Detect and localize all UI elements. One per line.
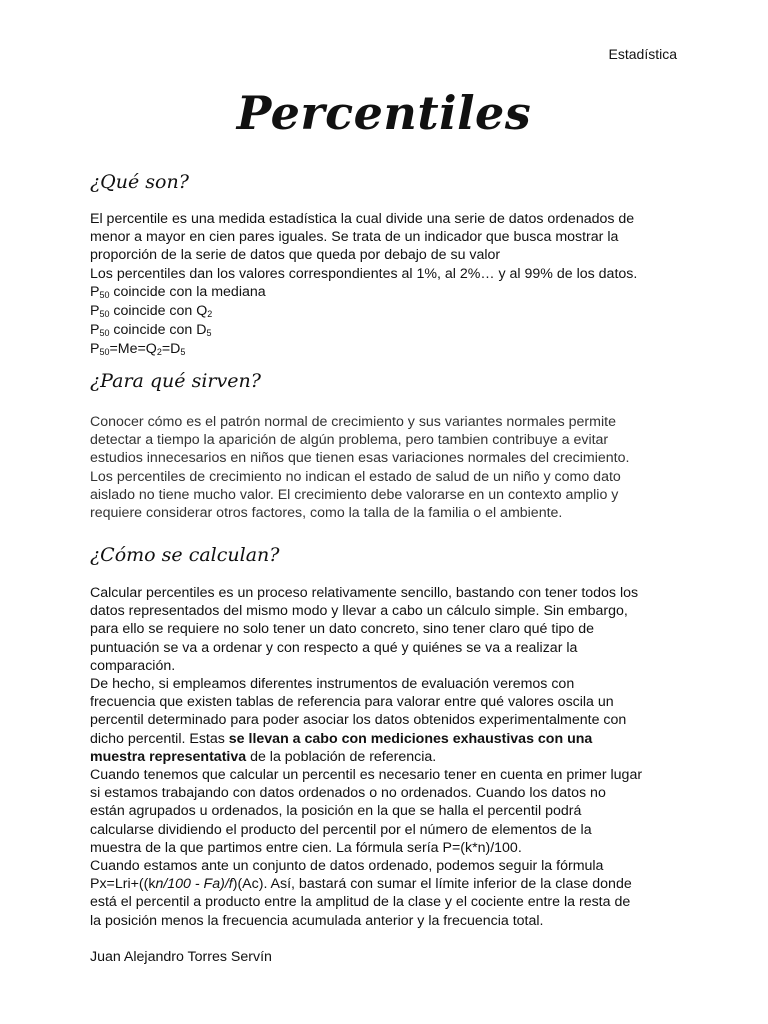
formula-text: coincide con D	[109, 322, 207, 339]
paragraph-line: puntuación se va a ordenar y con respecto a qué y quiénes se va a realizar la	[90, 639, 578, 656]
formula-sub: 5	[206, 328, 212, 339]
section-que-son-body	[90, 210, 690, 360]
formula-line-2	[90, 302, 690, 321]
header-subject: Estadística	[608, 46, 677, 62]
paragraph-line: si estamos trabajando con datos ordenados o no ordenados. Cuando los datos no	[90, 785, 606, 802]
bold-text: muestra representativa	[90, 748, 247, 765]
text-run: dicho percentil. Estas	[90, 730, 229, 747]
paragraph-line: Conocer cómo es el patrón normal de crecimiento y sus variantes normales permite	[90, 414, 616, 430]
formula-line-3	[90, 321, 690, 340]
formula-sub: 2	[156, 347, 162, 358]
text-run: )(Ac). Así, bastará con sumar el límite inferior de la clase donde	[232, 876, 632, 893]
heading-que-son: ¿Qué son?	[90, 171, 189, 193]
paragraph-line: proporción de la serie de datos que queda por debajo de su valor	[90, 247, 501, 264]
paragraph-line: estudios innecesarios en niños que tienen esas variaciones normales del crecimiento.	[90, 450, 630, 467]
paragraph-line: está el percentil a producto entre la amplitud de la clase y el cociente entre la resta de	[90, 894, 631, 911]
formula-sub: 5	[180, 347, 186, 358]
paragraph-line: El percentile es una medida estadística la cual divide una serie de datos ordenados de	[90, 211, 635, 227]
bold-text: se llevan a cabo con mediciones exhaustivas con una	[228, 730, 593, 747]
paragraph-line: Los percentiles de crecimiento no indican el estado de salud de un niño y como dato	[90, 468, 621, 485]
paragraph-line	[90, 730, 690, 748]
formula-line-1	[90, 283, 690, 302]
author-name: Juan Alejandro Torres Servín	[90, 949, 272, 965]
paragraph-line: datos representados del mismo modo y llevar a cabo un cálculo simple. Sin embargo,	[90, 603, 628, 620]
paragraph-line: la posición menos la frecuencia acumulada anterior y la frecuencia total.	[90, 912, 544, 929]
formula-p: P	[90, 283, 100, 300]
paragraph-line: Cuando estamos ante un conjunto de datos ordenado, podemos seguir la fórmula	[90, 858, 604, 875]
formula-p: P	[90, 322, 100, 339]
text-run: Px=Lri+((k	[90, 876, 156, 893]
paragraph-line	[90, 748, 690, 766]
paragraph-line: para ello se requiere no solo tener un dato concreto, sino tener claro qué tipo de	[90, 621, 594, 638]
formula-sub: 50	[99, 309, 110, 320]
paragraph-line: detectar a tiempo la aparición de algún problema, pero tambien contribuye a evitar	[90, 432, 609, 449]
formula-line	[90, 875, 690, 893]
heading-para-que: ¿Para qué sirven?	[90, 370, 261, 392]
formula-text: coincide con Q	[109, 303, 208, 320]
text-run: de la población de referencia.	[246, 748, 437, 765]
paragraph-line: están agrupados u ordenados, la posición en la que se halla el percentil podrá	[90, 803, 582, 820]
paragraph-line: frecuencia que existen tablas de referencia para valorar entre qué valores oscila un	[90, 694, 614, 711]
formula-sub: 50	[99, 328, 110, 339]
formula-sub: 50	[99, 347, 110, 358]
section-como-body	[90, 584, 690, 930]
italic-text: n/100 - Fa)/f	[155, 876, 233, 893]
section-para-que-body	[90, 413, 690, 522]
paragraph-line: muestra de la que partimos entre cien. La fórmula sería P=(k*n)/100.	[90, 839, 522, 856]
heading-como-se-calculan: ¿Cómo se calculan?	[90, 544, 280, 566]
paragraph-line: Los percentiles dan los valores correspondientes al 1%, al 2%… y al 99% de los datos.	[90, 265, 638, 282]
paragraph-line: Cuando tenemos que calcular un percentil es necesario tener en cuenta en primer lugar	[90, 767, 643, 784]
paragraph-line: requiere considerar otros factores, como la talla de la familia o el ambiente.	[90, 505, 563, 522]
formula-p: P	[90, 303, 100, 320]
paragraph-line: Calcular percentiles es un proceso relativamente sencillo, bastando con tener todos los	[90, 585, 639, 601]
paragraph-line: menor a mayor en cien pares iguales. Se trata de un indicador que busca mostrar la	[90, 229, 619, 246]
formula-text: =D	[161, 341, 181, 358]
formula-text: =Me=Q	[109, 341, 157, 358]
formula-sub: 50	[99, 289, 110, 300]
formula-p: P	[90, 341, 100, 358]
paragraph-line: percentil determinado para poder asociar los datos obtenidos experimentalmente con	[90, 712, 627, 729]
formula-sub: 2	[207, 309, 213, 320]
formula-line-4	[90, 340, 690, 359]
paragraph-line: aislado no tiene mucho valor. El crecimiento debe valorarse en un contexto amplio y	[90, 486, 619, 503]
formula-text: coincide con la mediana	[109, 283, 266, 300]
paragraph-line: calcularse dividiendo el producto del percentil por el número de elementos de la	[90, 821, 592, 838]
paragraph-line: comparación.	[90, 657, 176, 674]
page-title: Percentiles	[236, 86, 532, 140]
paragraph-line: De hecho, si empleamos diferentes instrumentos de evaluación veremos con	[90, 676, 575, 693]
